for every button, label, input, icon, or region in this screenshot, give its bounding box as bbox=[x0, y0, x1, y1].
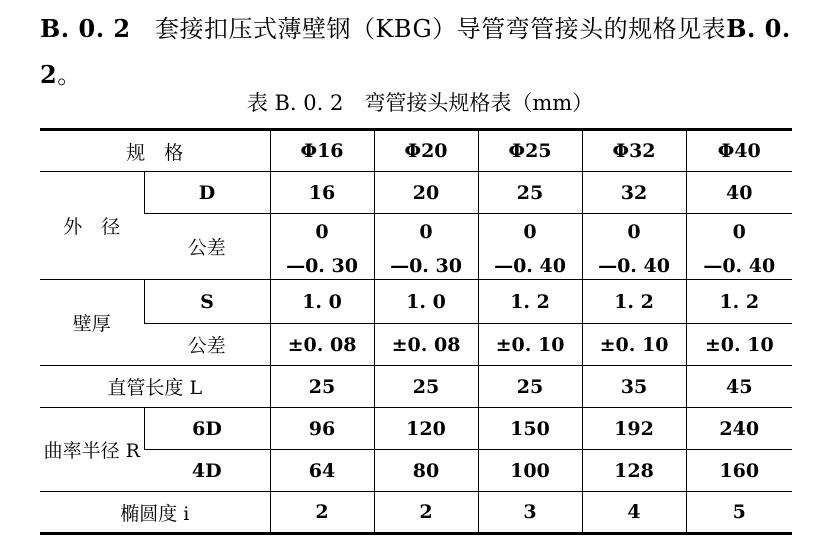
table-cell: 3 bbox=[478, 492, 582, 534]
table-cell: ±0. 08 bbox=[374, 324, 478, 366]
table-row bbox=[40, 366, 792, 408]
d-label: D bbox=[144, 172, 270, 214]
table-cell: 4 bbox=[582, 492, 686, 534]
table-cell: 64 bbox=[270, 450, 374, 492]
paragraph-end: 。 bbox=[57, 61, 82, 89]
s-label: S bbox=[144, 280, 270, 324]
table-cell: 192 bbox=[582, 408, 686, 450]
table-cell: 1. 2 bbox=[582, 280, 686, 324]
table-cell: 1. 2 bbox=[478, 280, 582, 324]
size-header: Φ32 bbox=[582, 130, 686, 172]
tolerance-cell bbox=[686, 214, 792, 280]
table-cell: 25 bbox=[374, 366, 478, 408]
tolerance-lower: —0. 40 bbox=[703, 254, 776, 277]
table-cell: 150 bbox=[478, 408, 582, 450]
tolerance-cell bbox=[270, 214, 374, 280]
table-cell: ±0. 08 bbox=[270, 324, 374, 366]
size-header: Φ20 bbox=[374, 130, 478, 172]
size-header: Φ25 bbox=[478, 130, 582, 172]
r6-label: 6D bbox=[144, 408, 270, 450]
table-cell: 16 bbox=[270, 172, 374, 214]
table-cell: 1. 2 bbox=[686, 280, 792, 324]
tolerance-upper: 0 bbox=[419, 220, 433, 243]
radius-label: 曲率半径 R bbox=[40, 408, 144, 492]
table-cell: 96 bbox=[270, 408, 374, 450]
size-header: Φ16 bbox=[270, 130, 374, 172]
table-cell: 2 bbox=[270, 492, 374, 534]
tolerance-cell bbox=[478, 214, 582, 280]
table-cell: 1. 0 bbox=[374, 280, 478, 324]
table-row bbox=[40, 450, 792, 492]
paragraph-text: 套接扣压式薄壁钢（KBG）导管弯管接头的规格见表 bbox=[155, 15, 727, 43]
spec-table bbox=[40, 128, 792, 535]
table-row bbox=[40, 492, 792, 534]
table-cell: 25 bbox=[478, 172, 582, 214]
header-label: 规 格 bbox=[40, 130, 270, 172]
tolerance-upper: 0 bbox=[315, 220, 329, 243]
table-cell: 35 bbox=[582, 366, 686, 408]
table-cell: 20 bbox=[374, 172, 478, 214]
tolerance-cell bbox=[582, 214, 686, 280]
table-cell: 45 bbox=[686, 366, 792, 408]
table-reference: B. 0. 2 bbox=[40, 14, 791, 89]
tolerance-upper: 0 bbox=[523, 220, 537, 243]
tolerance-upper: 0 bbox=[627, 220, 641, 243]
tolerance-cell bbox=[374, 214, 478, 280]
wall-label: 壁厚 bbox=[40, 280, 144, 366]
table-cell: 5 bbox=[686, 492, 792, 534]
table-cell: ±0. 10 bbox=[582, 324, 686, 366]
table-cell: 1. 0 bbox=[270, 280, 374, 324]
header-row bbox=[40, 130, 792, 172]
table-cell: 25 bbox=[270, 366, 374, 408]
table-row bbox=[40, 172, 792, 214]
table-cell: 120 bbox=[374, 408, 478, 450]
table-cell: 2 bbox=[374, 492, 478, 534]
table-cell: 240 bbox=[686, 408, 792, 450]
tolerance-lower: —0. 40 bbox=[598, 254, 670, 277]
table-cell: 80 bbox=[374, 450, 478, 492]
intro-paragraph bbox=[40, 6, 820, 98]
table-cell: ±0. 10 bbox=[686, 324, 792, 366]
table-cell: 25 bbox=[478, 366, 582, 408]
r4-label: 4D bbox=[144, 450, 270, 492]
table-cell: 32 bbox=[582, 172, 686, 214]
table-row bbox=[40, 408, 792, 450]
tolerance-label: 公差 bbox=[144, 324, 270, 366]
tolerance-label: 公差 bbox=[144, 214, 270, 280]
table-row bbox=[40, 214, 792, 280]
table-cell: 100 bbox=[478, 450, 582, 492]
table-cell: 160 bbox=[686, 450, 792, 492]
table-row bbox=[40, 280, 792, 324]
table-row bbox=[40, 324, 792, 366]
clause-number: B. 0. 2 bbox=[40, 14, 131, 43]
table-caption: 表 B. 0. 2 弯管接头规格表（mm） bbox=[246, 91, 594, 115]
tolerance-lower: —0. 40 bbox=[494, 254, 566, 277]
tolerance-upper: 0 bbox=[732, 220, 746, 243]
outer-diameter-label: 外 径 bbox=[40, 172, 144, 280]
ovality-label: 椭圆度 i bbox=[40, 492, 270, 534]
size-header: Φ40 bbox=[686, 130, 792, 172]
table-cell: ±0. 10 bbox=[478, 324, 582, 366]
table-cell: 128 bbox=[582, 450, 686, 492]
tolerance-lower: —0. 30 bbox=[390, 254, 462, 277]
table-cell: 40 bbox=[686, 172, 792, 214]
straight-length-label: 直管长度 L bbox=[40, 366, 270, 408]
tolerance-lower: —0. 30 bbox=[286, 254, 358, 277]
